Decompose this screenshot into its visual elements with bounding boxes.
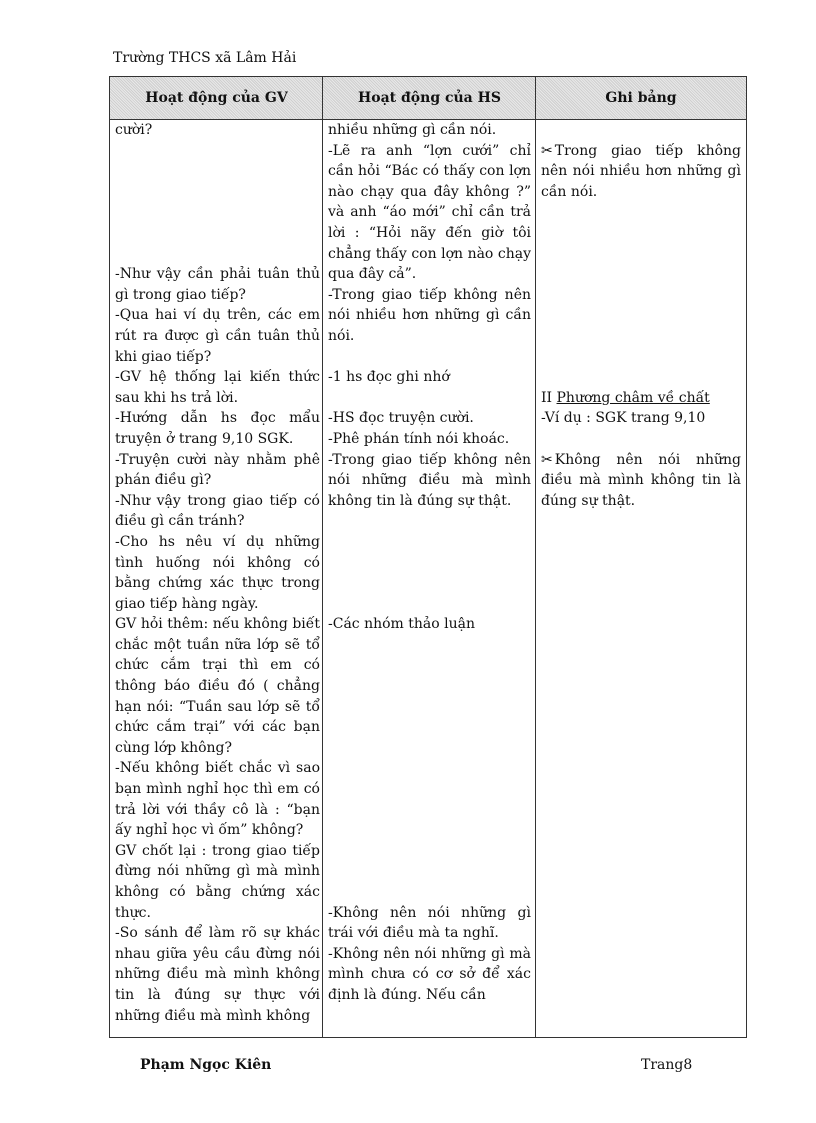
note-text: Không nên nói những điều mà mình không tin là đúng sự thật. <box>541 451 741 509</box>
table-header <box>110 77 746 120</box>
note-item: -Ví dụ : SGK trang 9,10 <box>541 410 706 427</box>
hs-spacer <box>328 511 531 614</box>
hs-paragraph: -HS đọc truyện cười. <box>328 410 474 427</box>
gv-paragraph: -Truyện cười này nhằm phê phán điều gì? <box>115 451 320 489</box>
gv-paragraph: -Như vậy trong giao tiếp có điều gì cần tránh? <box>115 492 320 530</box>
note-item <box>541 450 741 512</box>
gv-paragraph: GV hỏi thêm: nếu không biết chắc một tuần nữa lớp sẽ tổ chức cắm trại thì em có thông báo điều đó ( chẳng hạn nói: “Tuần sau lớp sẽ tổ chức cắm trại” với các bạn cùng lớp không? <box>115 616 320 756</box>
hs-paragraph: -Phê phán tính nói khoác. <box>328 430 510 447</box>
note-text: Trong giao tiếp không nên nói nhiều hơn những gì cần nói. <box>541 142 741 200</box>
scissors-icon: ✂ <box>541 142 553 159</box>
author-name: Phạm Ngọc Kiên <box>140 1057 272 1073</box>
hs-spacer <box>328 347 531 368</box>
column-divider <box>322 77 323 1037</box>
header-gv: Hoạt động của GV <box>145 90 288 106</box>
gv-paragraph: -So sánh để làm rõ sự khác nhau giữa yêu cầu đừng nói những điều mà mình không tin là đúng sự thực với những điều mà mình không <box>115 925 320 1024</box>
section-title: Phương châm về chất <box>556 389 710 406</box>
scissors-icon: ✂ <box>541 451 553 468</box>
hs-paragraph: -Các nhóm thảo luận <box>328 616 475 633</box>
section-heading <box>541 388 741 409</box>
note-item <box>541 141 741 203</box>
hs-paragraph: -Không nên nói những gì trái với điều mà ta nghĩ. <box>328 904 531 942</box>
hs-column <box>328 120 531 1006</box>
section-number: II <box>541 389 557 406</box>
hs-spacer <box>328 388 531 409</box>
gv-paragraph: -Như vậy cần phải tuân thủ gì trong giao tiếp? <box>115 266 320 303</box>
gv-paragraph: -Hướng dẫn hs đọc mẩu truyện ở trang 9,10 SGK. <box>115 410 320 447</box>
school-name: Trường THCS xã Lâm Hải <box>113 50 297 66</box>
gv-paragraph: -GV hệ thống lại kiến thức sau khi hs trả lời. <box>115 369 320 406</box>
column-divider <box>535 77 536 1037</box>
hs-paragraph: -Trong giao tiếp không nên nói những điều mà mình không tin là đúng sự thật. <box>328 451 531 509</box>
hs-spacer <box>328 635 531 903</box>
hs-paragraph: -Lẽ ra anh “lợn cưới” chỉ cần hỏi “Bác có thấy con lợn nào chạy qua đây không ?” và anh “áo mới” chỉ cần trả lời : “Hỏi nãy đến giờ tôi chẳng thấy con lợn nào chạy qua đây cả”. <box>328 142 531 283</box>
gv-paragraph: -Nếu không biết chắc vì sao bạn mình nghỉ học thì em có trả lời với thầy cô là : “bạn ấy nghỉ học vì ốm” không? <box>115 760 320 839</box>
hs-paragraph: -1 hs đọc ghi nhớ <box>328 369 450 386</box>
gv-paragraph: cười? <box>115 122 153 138</box>
notes-column <box>541 120 741 511</box>
gv-column <box>115 120 320 1026</box>
gv-paragraph: GV chốt lại : trong giao tiếp đừng nói những gì mà mình không có bằng chứng xác thực. <box>115 842 320 921</box>
hs-paragraph: -Không nên nói những gì mà mình chưa có cơ sở để xác định là đúng. Nếu cần <box>328 945 531 1004</box>
hs-paragraph: -Trong giao tiếp không nên nói nhiều hơn những gì cần nói. <box>328 286 531 344</box>
header-hs: Hoạt động của HS <box>358 90 501 106</box>
lesson-table <box>109 76 747 1038</box>
notes-spacer <box>541 202 741 387</box>
gv-paragraph: -Cho hs nêu ví dụ những tình huống nói không có bằng chứng xác thực trong giao tiếp hàng ngày. <box>115 533 320 612</box>
notes-spacer <box>541 429 741 450</box>
notes-spacer <box>541 120 741 141</box>
header-notes: Ghi bảng <box>605 90 677 106</box>
hs-paragraph: nhiều những gì cần nói. <box>328 122 497 138</box>
gv-spacer <box>115 141 320 265</box>
page-number: Trang8 <box>641 1057 693 1073</box>
gv-paragraph: -Qua hai ví dụ trên, các em rút ra được gì cần tuân thủ khi giao tiếp? <box>115 307 320 365</box>
